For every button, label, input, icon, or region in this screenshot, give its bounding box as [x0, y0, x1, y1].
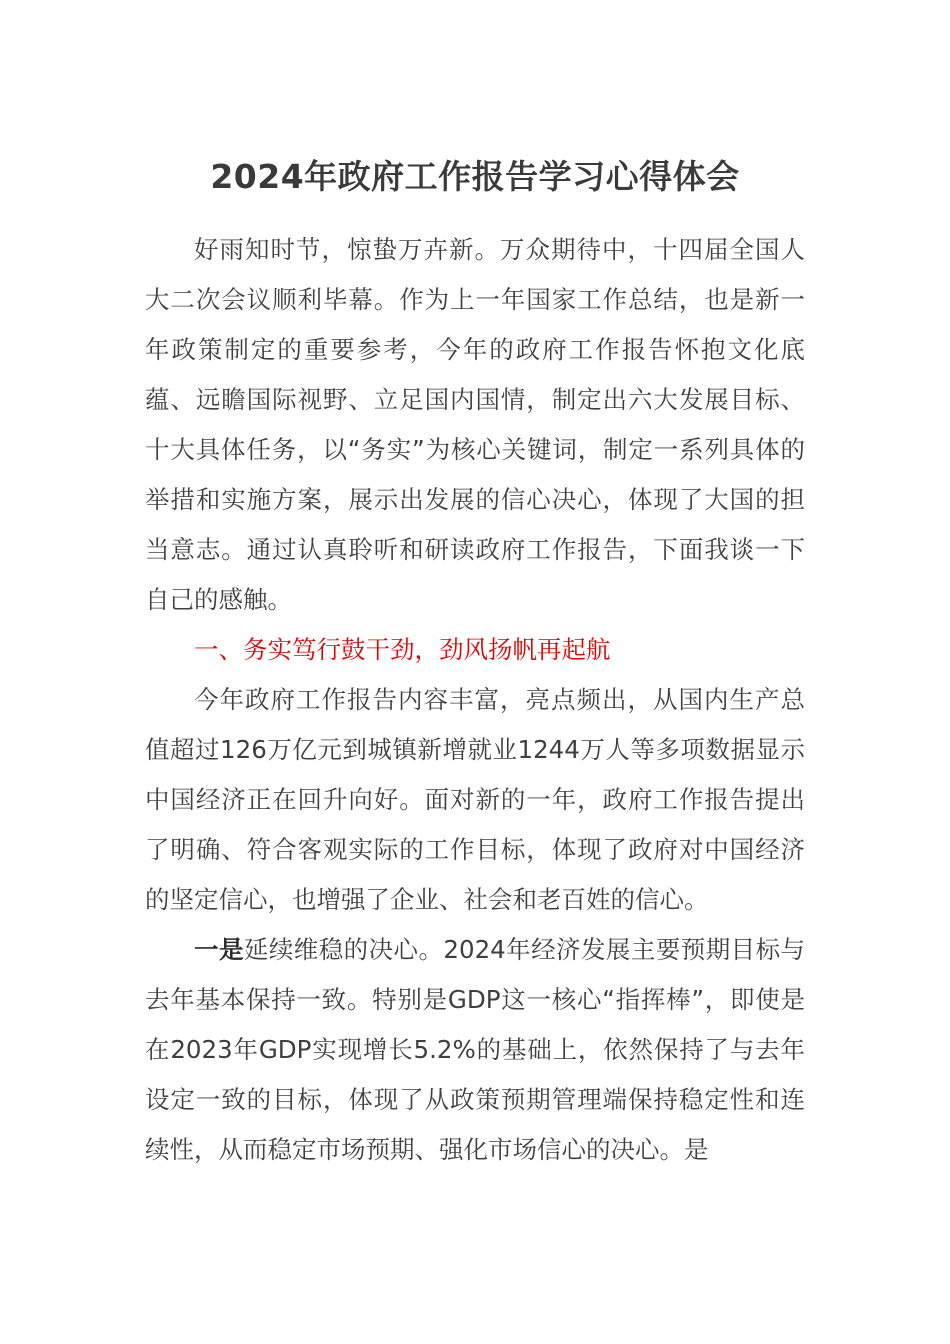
paragraph-section-1: 今年政府工作报告内容丰富，亮点频出，从国内生产总值超过126万亿元到城镇新增就业1244万人等多项数据显示中国经济正在回升向好。面对新的一年，政府工作报告提出了明确、符合客观实际的工作目标，体现了政府对中国经济的坚定信心，也增强了企业、社会和老百姓的信心。 [145, 685, 805, 914]
paragraph-point-1-text: 延续维稳的决心。2024年经济发展主要预期目标与去年基本保持一致。特别是GDP这一核心“指挥棒”，即使是在2023年GDP实现增长5.2%的基础上，依然保持了与去年设定一致的目标，体现了从政策预期管理端保持稳定性和连续性，从而稳定市场预期、强化市场信心的决心。是 [145, 935, 806, 1164]
paragraph-point-1-lead: 一是 [194, 935, 244, 964]
document-title: 2024年政府工作报告学习心得体会 [210, 157, 740, 196]
paragraph-point-1 [145, 925, 805, 1175]
section-heading-1: 一、务实笃行鼓干劲，劲风扬帆再起航 [194, 635, 611, 664]
document-body [145, 225, 805, 1175]
paragraph-intro: 好雨知时节，惊蛰万卉新。万众期待中，十四届全国人大二次会议顺利毕幕。作为上一年国家工作总结，也是新一年政策制定的重要参考，今年的政府工作报告怀抱文化底蕴、远瞻国际视野、立足国内国情，制定出六大发展目标、十大具体任务，以“务实”为核心关键词，制定一系列具体的举措和实施方案，展示出发展的信心决心，体现了大国的担当意志。通过认真聆听和研读政府工作报告，下面我谈一下自己的感触。 [145, 235, 805, 614]
